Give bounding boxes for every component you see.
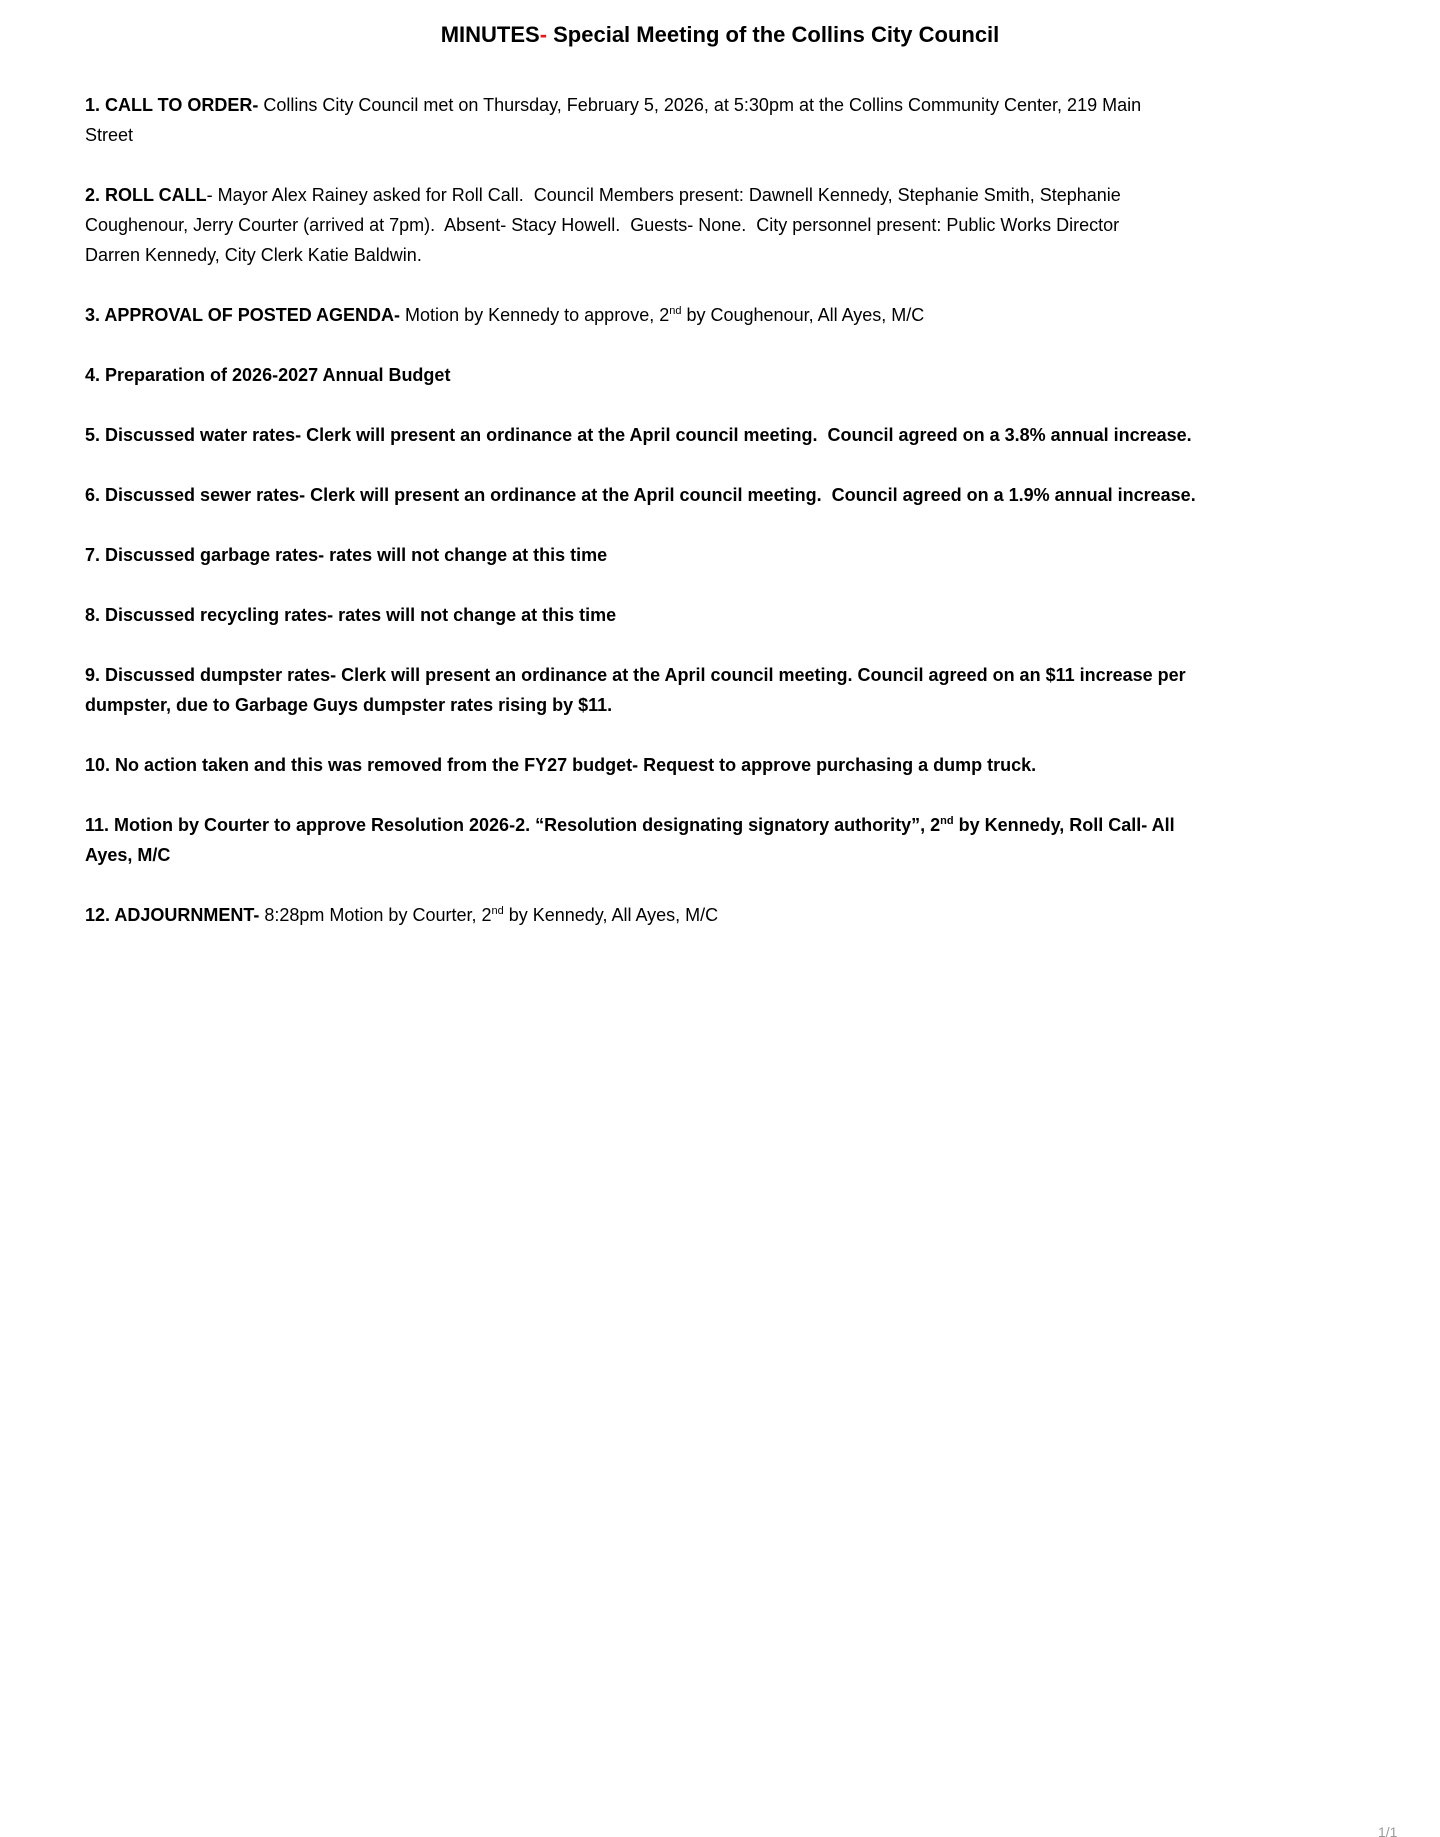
item-12-superscript: nd: [491, 905, 504, 917]
title-rest: Special Meeting of the Collins City Council: [547, 22, 1000, 47]
item-6-text: 6. Discussed sewer rates- Clerk will present an ordinance at the April council meeting. Council agreed on a 1.9% annual increase.: [85, 485, 1196, 505]
item-4-text: 4. Preparation of 2026-2027 Annual Budget: [85, 365, 451, 385]
item-3-text: Motion by Kennedy to approve, 2: [400, 305, 670, 325]
minutes-item-4: [85, 360, 1355, 390]
page-indicator: 1/1: [1378, 1824, 1398, 1837]
item-5-text: 5. Discussed water rates- Clerk will present an ordinance at the April council meeting. Council agreed on a 3.8% annual increase.: [85, 425, 1192, 445]
minutes-item-10: [85, 750, 1355, 780]
item-2-text-line-3: Darren Kennedy, City Clerk Katie Baldwin.: [85, 245, 422, 265]
item-9-text-line-1: 9. Discussed dumpster rates- Clerk will present an ordinance at the April council meeting. Council agreed on an $11 increase per: [85, 665, 1186, 685]
title-lead: MINUTES: [440, 22, 540, 47]
minutes-item-8: [85, 600, 1355, 630]
minutes-item-5: [85, 420, 1355, 450]
item-11-text-after-sup: by Kennedy, Roll Call- All: [953, 815, 1175, 835]
minutes-item-7: [85, 540, 1355, 570]
item-10-text: 10. No action taken and this was removed from the FY27 budget- Request to approve purchasing a dump truck.: [85, 755, 1037, 775]
item-12-heading: 12. ADJOURNMENT-: [85, 905, 260, 925]
item-11-text-line-1: 11. Motion by Courter to approve Resolution 2026-2. “Resolution designating signatory authority”, 2: [85, 815, 941, 835]
title-red-dash: -: [539, 22, 548, 47]
minutes-item-3: [85, 300, 1355, 330]
item-3-superscript: nd: [669, 305, 682, 317]
item-8-text: 8. Discussed recycling rates- rates will not change at this time: [85, 605, 617, 625]
minutes-item-2: [85, 180, 1355, 270]
item-1-heading: 1. CALL TO ORDER-: [85, 95, 259, 115]
item-2-text-line-2: Coughenour, Jerry Courter (arrived at 7pm). Absent- Stacy Howell. Guests- None. City personnel present: Public Works Director: [85, 215, 1120, 235]
page-title: [85, 20, 1355, 50]
minutes-item-12: [85, 900, 1355, 930]
item-7-text: 7. Discussed garbage rates- rates will not change at this time: [85, 545, 608, 565]
item-2-heading: 2. ROLL CALL: [85, 185, 207, 205]
item-12-text-after-sup: by Kennedy, All Ayes, M/C: [503, 905, 719, 925]
item-3-heading: 3. APPROVAL OF POSTED AGENDA-: [85, 305, 401, 325]
item-1-text-line-2: Street: [85, 125, 134, 145]
minutes-item-9: [85, 660, 1355, 720]
item-1-text-line-1: Collins City Council met on Thursday, February 5, 2026, at 5:30pm at the Collins Community Center, 219 Main: [258, 95, 1142, 115]
minutes-item-1: [85, 90, 1355, 150]
minutes-item-6: [85, 480, 1355, 510]
item-12-text: 8:28pm Motion by Courter, 2: [259, 905, 492, 925]
item-2-text-line-1: - Mayor Alex Rainey asked for Roll Call. Council Members present: Dawnell Kennedy, Stephanie Smith, Stephanie: [206, 185, 1121, 205]
item-9-text-line-2: dumpster, due to Garbage Guys dumpster rates rising by $11.: [85, 695, 613, 715]
item-11-superscript: nd: [940, 815, 954, 827]
item-3-text-after-sup: by Coughenour, All Ayes, M/C: [681, 305, 925, 325]
item-11-text-line-2: Ayes, M/C: [85, 845, 171, 865]
minutes-item-11: [85, 810, 1355, 870]
